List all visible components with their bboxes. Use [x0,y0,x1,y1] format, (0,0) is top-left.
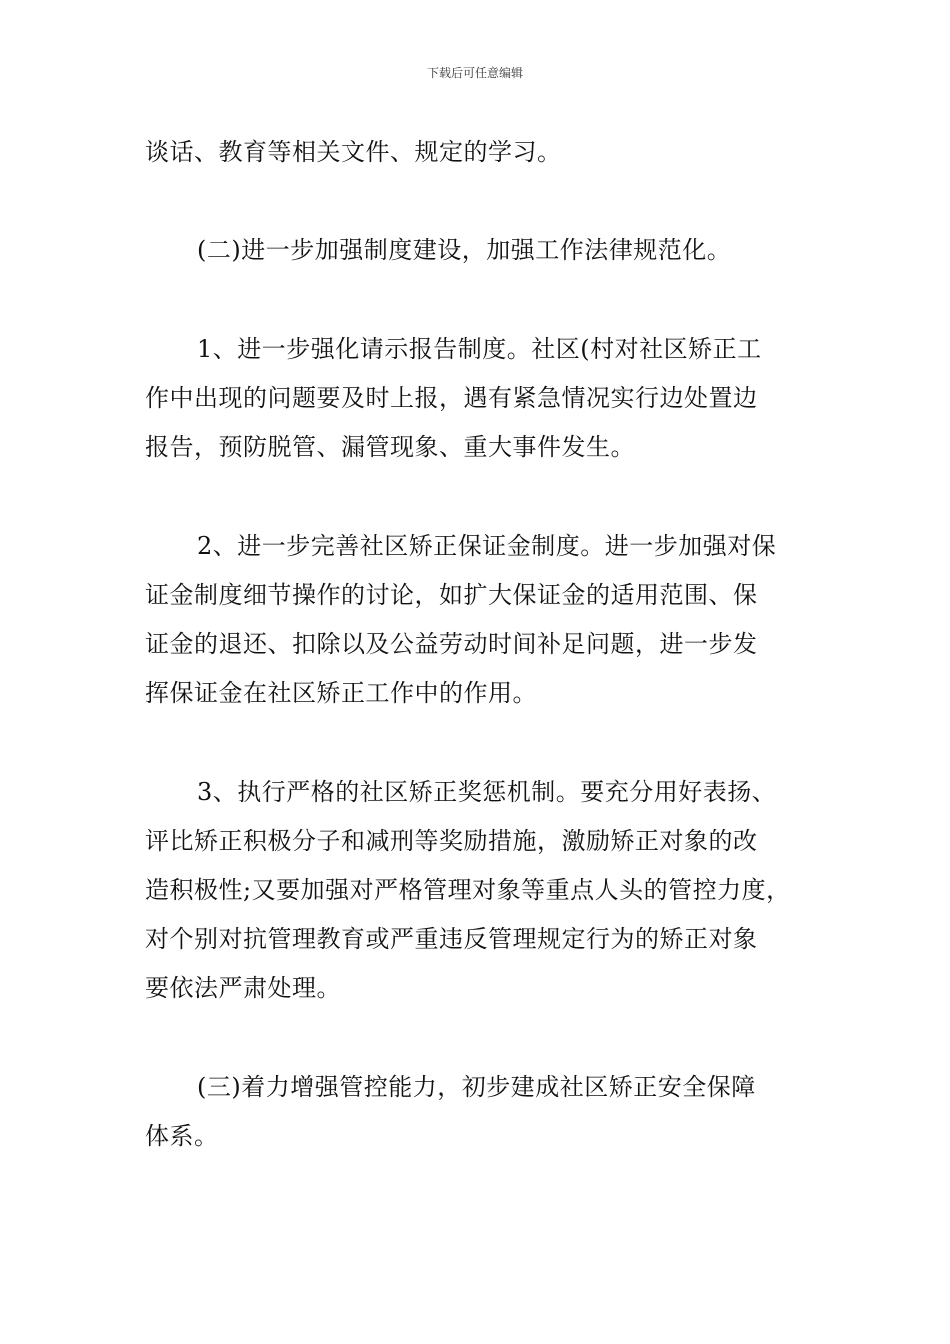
paragraph-item-2 [145,522,815,718]
text-line: 3、执行严格的社区矫正奖惩机制。要充分用好表扬、 [197,778,777,806]
text-line: 造积极性;又要加强对严格管理对象等重点人头的管控力度， [145,876,791,904]
text-line: 体系。 [145,1122,219,1150]
paragraph-item-1 [145,325,815,472]
text-line: (二)进一步加强制度建设，加强工作法律规范化。 [197,236,732,264]
text-line: 挥保证金在社区矫正工作中的作用。 [145,679,537,707]
text-line: 证金的退还、扣除以及公益劳动时间补足问题，进一步发 [145,630,758,658]
text-line: 1、进一步强化请示报告制度。社区(村对社区矫正工 [197,335,762,363]
section-heading-2 [145,226,815,275]
text-line: (三)着力增强管控能力，初步建成社区矫正安全保障 [197,1073,756,1101]
paragraph-item-3 [145,768,815,1013]
text-line: 证金制度细节操作的讨论，如扩大保证金的适用范围、保 [145,581,758,609]
text-line: 谈话、教育等相关文件、规定的学习。 [145,138,562,166]
text-line: 2、进一步完善社区矫正保证金制度。进一步加强对保 [197,532,777,560]
section-heading-3 [145,1063,815,1161]
text-line: 要依法严肃处理。 [145,974,341,1002]
text-line: 报告，预防脱管、漏管现象、重大事件发生。 [145,433,635,461]
text-line: 评比矫正积极分子和减刑等奖励措施，激励矫正对象的改 [145,827,758,855]
text-line: 对个别对抗管理教育或严重违反管理规定行为的矫正对象 [145,925,758,953]
page-header-caption: 下载后可任意编辑 [426,66,523,80]
text-line: 作中出现的问题要及时上报，遇有紧急情况实行边处置边 [145,384,758,412]
paragraph-continuation [145,128,815,177]
